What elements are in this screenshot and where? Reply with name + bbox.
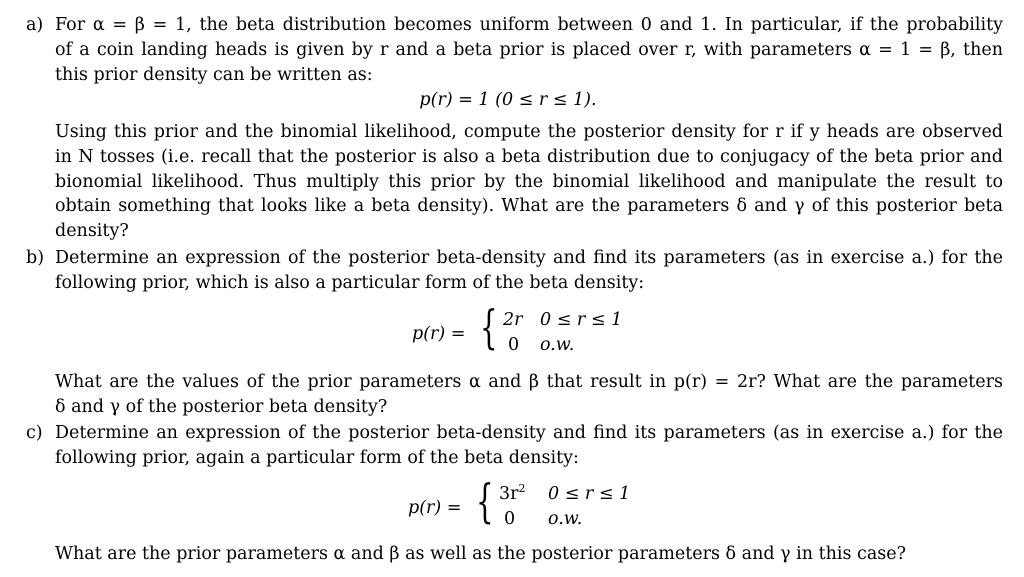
part-c-line-1: Determine an expression of the posterior beta-density and find its parameters (as in exercise a.) for the (55, 423, 1003, 443)
part-c-q-line-1: What are the prior parameters α and β as well as the posterior parameters δ and γ in this case? (55, 544, 906, 564)
part-b-label: b) (26, 248, 45, 268)
part-b-row1-cond: 0 ≤ r ≤ 1 (540, 310, 623, 330)
part-b-brace: { (480, 300, 498, 354)
part-a-line-3: this prior density can be written as: (55, 64, 373, 85)
part-a-question-text (55, 120, 1003, 244)
part-a-q-line-2: in N tosses (i.e. recall that the posterior is also a beta distribution due to conjugacy of the beta prior and (55, 146, 1003, 167)
part-c-label: c) (26, 423, 43, 443)
part-c-intro (55, 421, 1003, 471)
part-c-row1-cond: 0 ≤ r ≤ 1 (548, 484, 631, 504)
part-b-q-line-1: What are the values of the prior parameters α and β that result in p(r) = 2r? What are the parameters (55, 372, 1003, 392)
part-c-lhs: p(r) = (408, 498, 462, 518)
part-c-brace: { (476, 474, 494, 528)
part-c-row2-cond: o.w. (548, 509, 583, 529)
part-c-question-text (55, 542, 1003, 567)
part-c-line-2: following prior, again a particular form of the beta density: (55, 447, 579, 468)
part-c-row1-value: 3r (499, 484, 519, 504)
part-b-row2-value: 0 (508, 335, 520, 355)
part-a-prior-equation: p(r) = 1 (0 ≤ r ≤ 1). (419, 90, 597, 110)
part-c-row-1 (499, 482, 526, 507)
part-a-line-2: of a coin landing heads is given by r and a beta prior is placed over r, with parameters α = 1 = β, then (55, 39, 1003, 60)
part-b-intro (55, 246, 1003, 296)
part-a-q-line-5: density? (55, 221, 129, 242)
part-b-q-line-2: δ and γ of the posterior beta density? (55, 396, 388, 417)
part-a-q-line-4: obtain something that looks like a beta density). What are the parameters δ and γ of this posterior beta (55, 196, 1003, 217)
part-b-row1-value: 2r (503, 310, 523, 330)
part-b-lhs: p(r) = (412, 324, 466, 344)
part-a-q-line-1: Using this prior and the binomial likelihood, compute the posterior density for r if y heads are observed (55, 122, 1003, 142)
part-a-intro (55, 13, 1003, 87)
part-c-piecewise-equation (408, 474, 658, 532)
part-c-row1-exponent: 2 (518, 482, 526, 495)
part-b-row-1 (503, 308, 523, 333)
part-b-question-text (55, 370, 1003, 420)
part-c-row2-value: 0 (504, 509, 516, 529)
part-b-line-1: Determine an expression of the posterior beta-density and find its parameters (as in exercise a.) for the (55, 248, 1003, 268)
part-b-line-2: following prior, which is also a particular form of the beta density: (55, 272, 645, 293)
part-b-piecewise-equation (412, 300, 652, 358)
part-a-label: a) (26, 15, 44, 35)
part-a-q-line-3: bionomial likelihood. Thus multiply this prior by the binomial likelihood and manipulate the result to (55, 171, 1003, 192)
part-b-row2-cond: o.w. (540, 335, 575, 355)
part-a-line-1: For α = β = 1, the beta distribution becomes uniform between 0 and 1. In particular, if the probability (55, 15, 1003, 35)
